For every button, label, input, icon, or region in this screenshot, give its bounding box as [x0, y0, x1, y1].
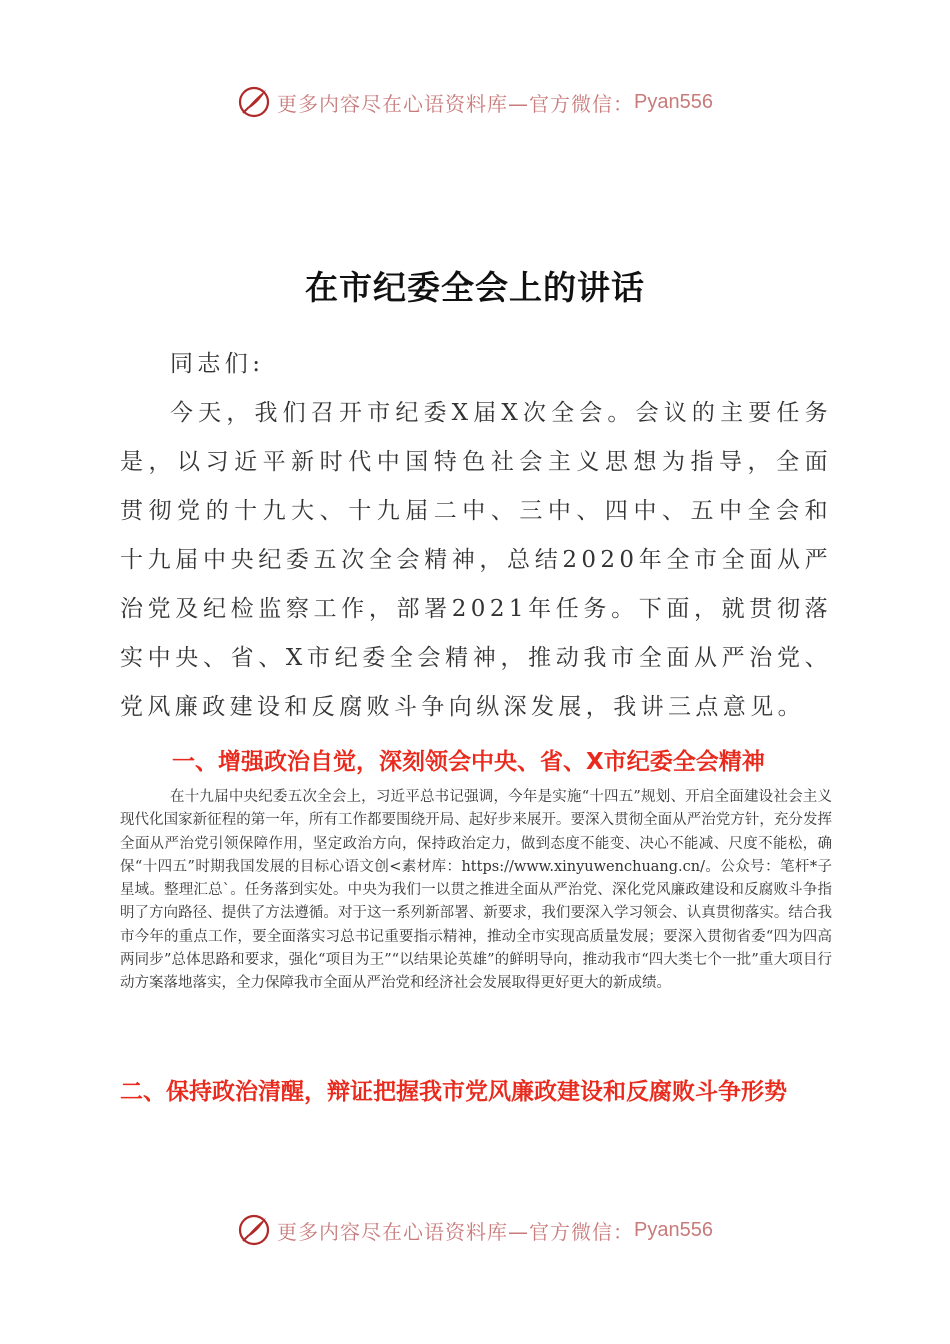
- section-2-heading: 二、保持政治清醒，辩证把握我市党风廉政建设和反腐败斗争形势: [120, 1079, 787, 1105]
- header-banner: [0, 82, 950, 122]
- footer-banner-text: 更多内容尽在心语资料库—官方微信：: [277, 1219, 635, 1244]
- footer-banner: [0, 1210, 950, 1250]
- section-1-heading: 一、增强政治自觉，深刻领会中央、省、X市纪委全会精神: [172, 749, 765, 775]
- document-title: 在市纪委全会上的讲话: [305, 268, 645, 307]
- intro-paragraph: 今天，我们召开市纪委X届X次全会。会议的主要任务是，以习近平新时代中国特色社会主义思想为指导，全面贯彻党的十九大、十九届二中、三中、四中、五中全会和十九届中央纪委五次全会精神，总结2020年全市全面从严治党及纪检监察工作，部署2021年任务。下面，就贯彻落实中央、省、X市纪委全会精神，推动我市全面从严治党、党风廉政建设和反腐败斗争向纵深发展，我讲三点意见。: [120, 400, 832, 720]
- salutation: 同志们:: [170, 351, 265, 377]
- quill-logo-icon: [237, 1213, 271, 1247]
- quill-logo-icon: [237, 85, 271, 119]
- header-banner-text: 更多内容尽在心语资料库—官方微信：: [277, 91, 635, 116]
- section-1-paragraph: 在十九届中央纪委五次全会上，习近平总书记强调，今年是实施“十四五”规划、开启全面建设社会主义现代化国家新征程的第一年，所有工作都要围绕开局、起好步来展开。要深入贯彻全面从严治党方针，充分发挥全面从严治党引领保障作用，坚定政治方向，保持政治定力，做到态度不能变、决心不能减、尺度不能松，确保“十四五”时期我国发展的目标心语文创<素材库：https://www.xinyuwenchuang.cn/。公众号：笔杆*子星域。整理汇总`。任务落到实处。中央为我们一以贯之推进全面从严治党、深化党风廉政建设和反腐败斗争指明了方向路径、提供了方法遵循。对于这一系列新部署、新要求，我们要深入学习领会、认真贯彻落实。结合我市今年的重点工作，要全面落实习总书记重要指示精神，推动全市实现高质量发展；要深入贯彻省委“四为四高两同步”总体思路和要求，强化“项目为王”“以结果论英雄”的鲜明导向，推动我市“四大类七个一批”重大项目行动方案落地落实，全力保障我市全面从严治党和经济社会发展取得更好更大的新成绩。: [120, 789, 832, 992]
- header-wechat-id: Pyan556: [634, 90, 713, 113]
- footer-wechat-id: Pyan556: [634, 1218, 713, 1241]
